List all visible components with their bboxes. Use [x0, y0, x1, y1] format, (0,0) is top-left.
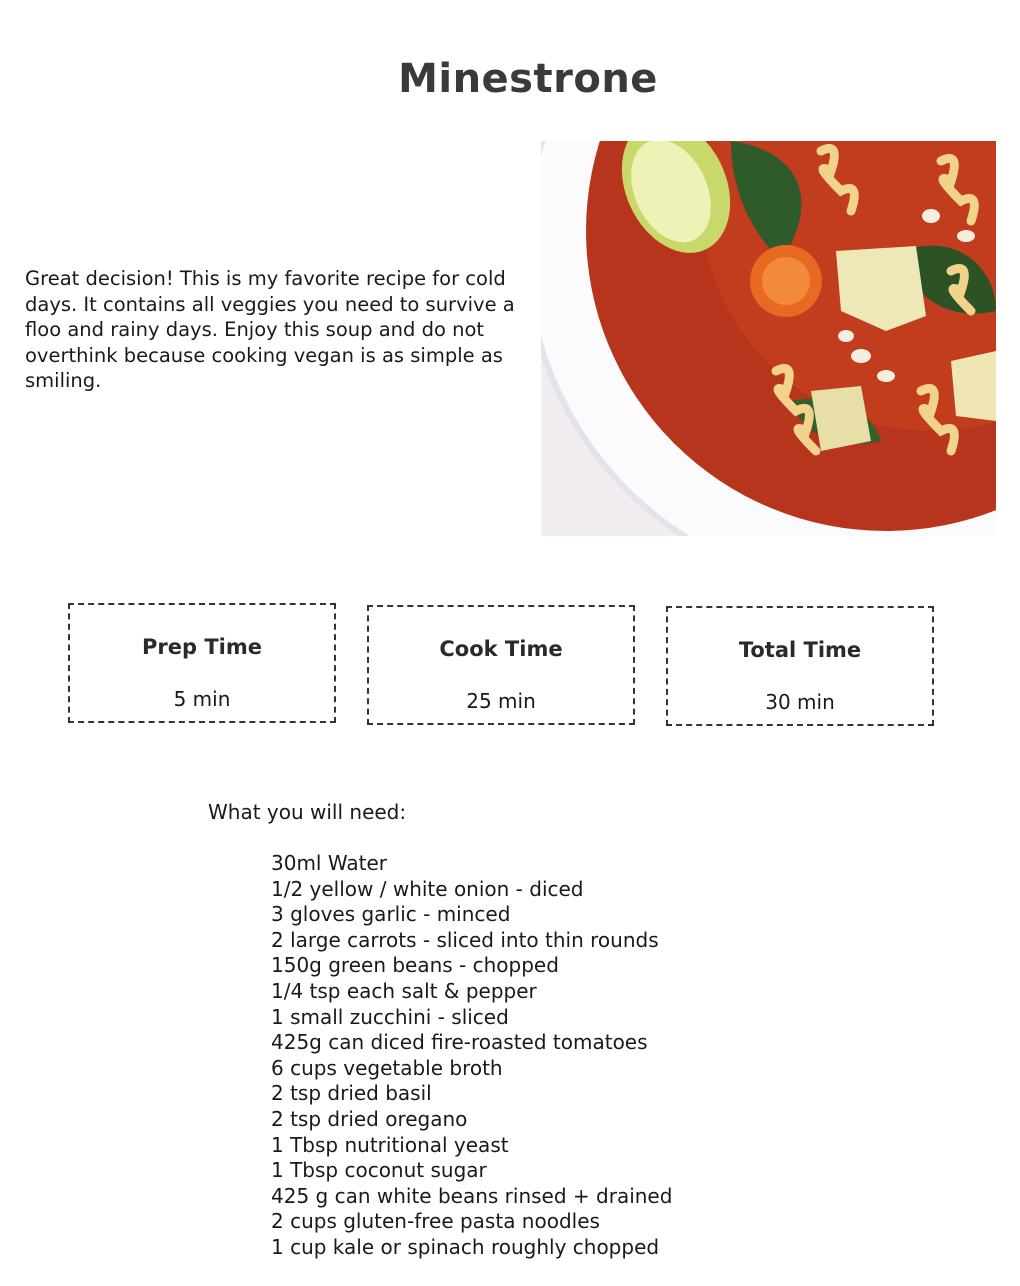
total-time-label: Total Time — [738, 638, 862, 662]
total-time-box — [666, 606, 934, 726]
cook-time-box — [367, 605, 635, 725]
ingredient-item: 30ml Water — [271, 851, 387, 875]
ingredient-item: 6 cups vegetable broth — [271, 1055, 503, 1080]
page-title: Minestrone — [398, 56, 658, 102]
ingredient-item: 1/4 tsp each salt & pepper — [271, 978, 537, 1003]
ingredient-item: 425 g can white beans rinsed + drained — [271, 1183, 673, 1208]
recipe-intro: Great decision! This is my favorite recipe for cold days. It contains all veggies you need to survive a floo and rainy days. Enjoy this soup and do not overthink because cooking vegan is as simple as smiling. — [25, 267, 515, 392]
ingredient-item: 1 Tbsp coconut sugar — [271, 1158, 487, 1183]
total-time-value: 30 min — [765, 690, 835, 714]
ingredients-heading: What you will need: — [208, 800, 407, 824]
cook-time-label: Cook Time — [439, 637, 563, 661]
cook-time-value: 25 min — [466, 689, 536, 713]
ingredient-item: 1 Tbsp nutritional yeast — [271, 1132, 509, 1157]
ingredient-item: 3 gloves garlic - minced — [271, 902, 511, 927]
prep-time-label: Prep Time — [142, 635, 262, 659]
ingredient-item: 150g green beans - chopped — [271, 953, 559, 978]
ingredient-item: 1 cup kale or spinach roughly chopped — [271, 1234, 660, 1259]
ingredient-item: 1 small zucchini - sliced — [271, 1004, 509, 1029]
ingredient-item: 2 tsp dried basil — [271, 1081, 432, 1106]
prep-time-box — [68, 603, 336, 723]
ingredient-item: 425g can diced fire-roasted tomatoes — [271, 1030, 648, 1055]
ingredient-item: 2 large carrots - sliced into thin rounds — [271, 927, 659, 952]
ingredient-item: 1/2 yellow / white onion - diced — [271, 876, 584, 901]
minestrone-soup-photo — [541, 141, 996, 536]
ingredient-item: 2 cups gluten-free pasta noodles — [271, 1209, 600, 1234]
ingredient-item: 2 tsp dried oregano — [271, 1106, 468, 1131]
ingredients-list — [271, 851, 672, 1261]
prep-time-value: 5 min — [173, 687, 231, 711]
